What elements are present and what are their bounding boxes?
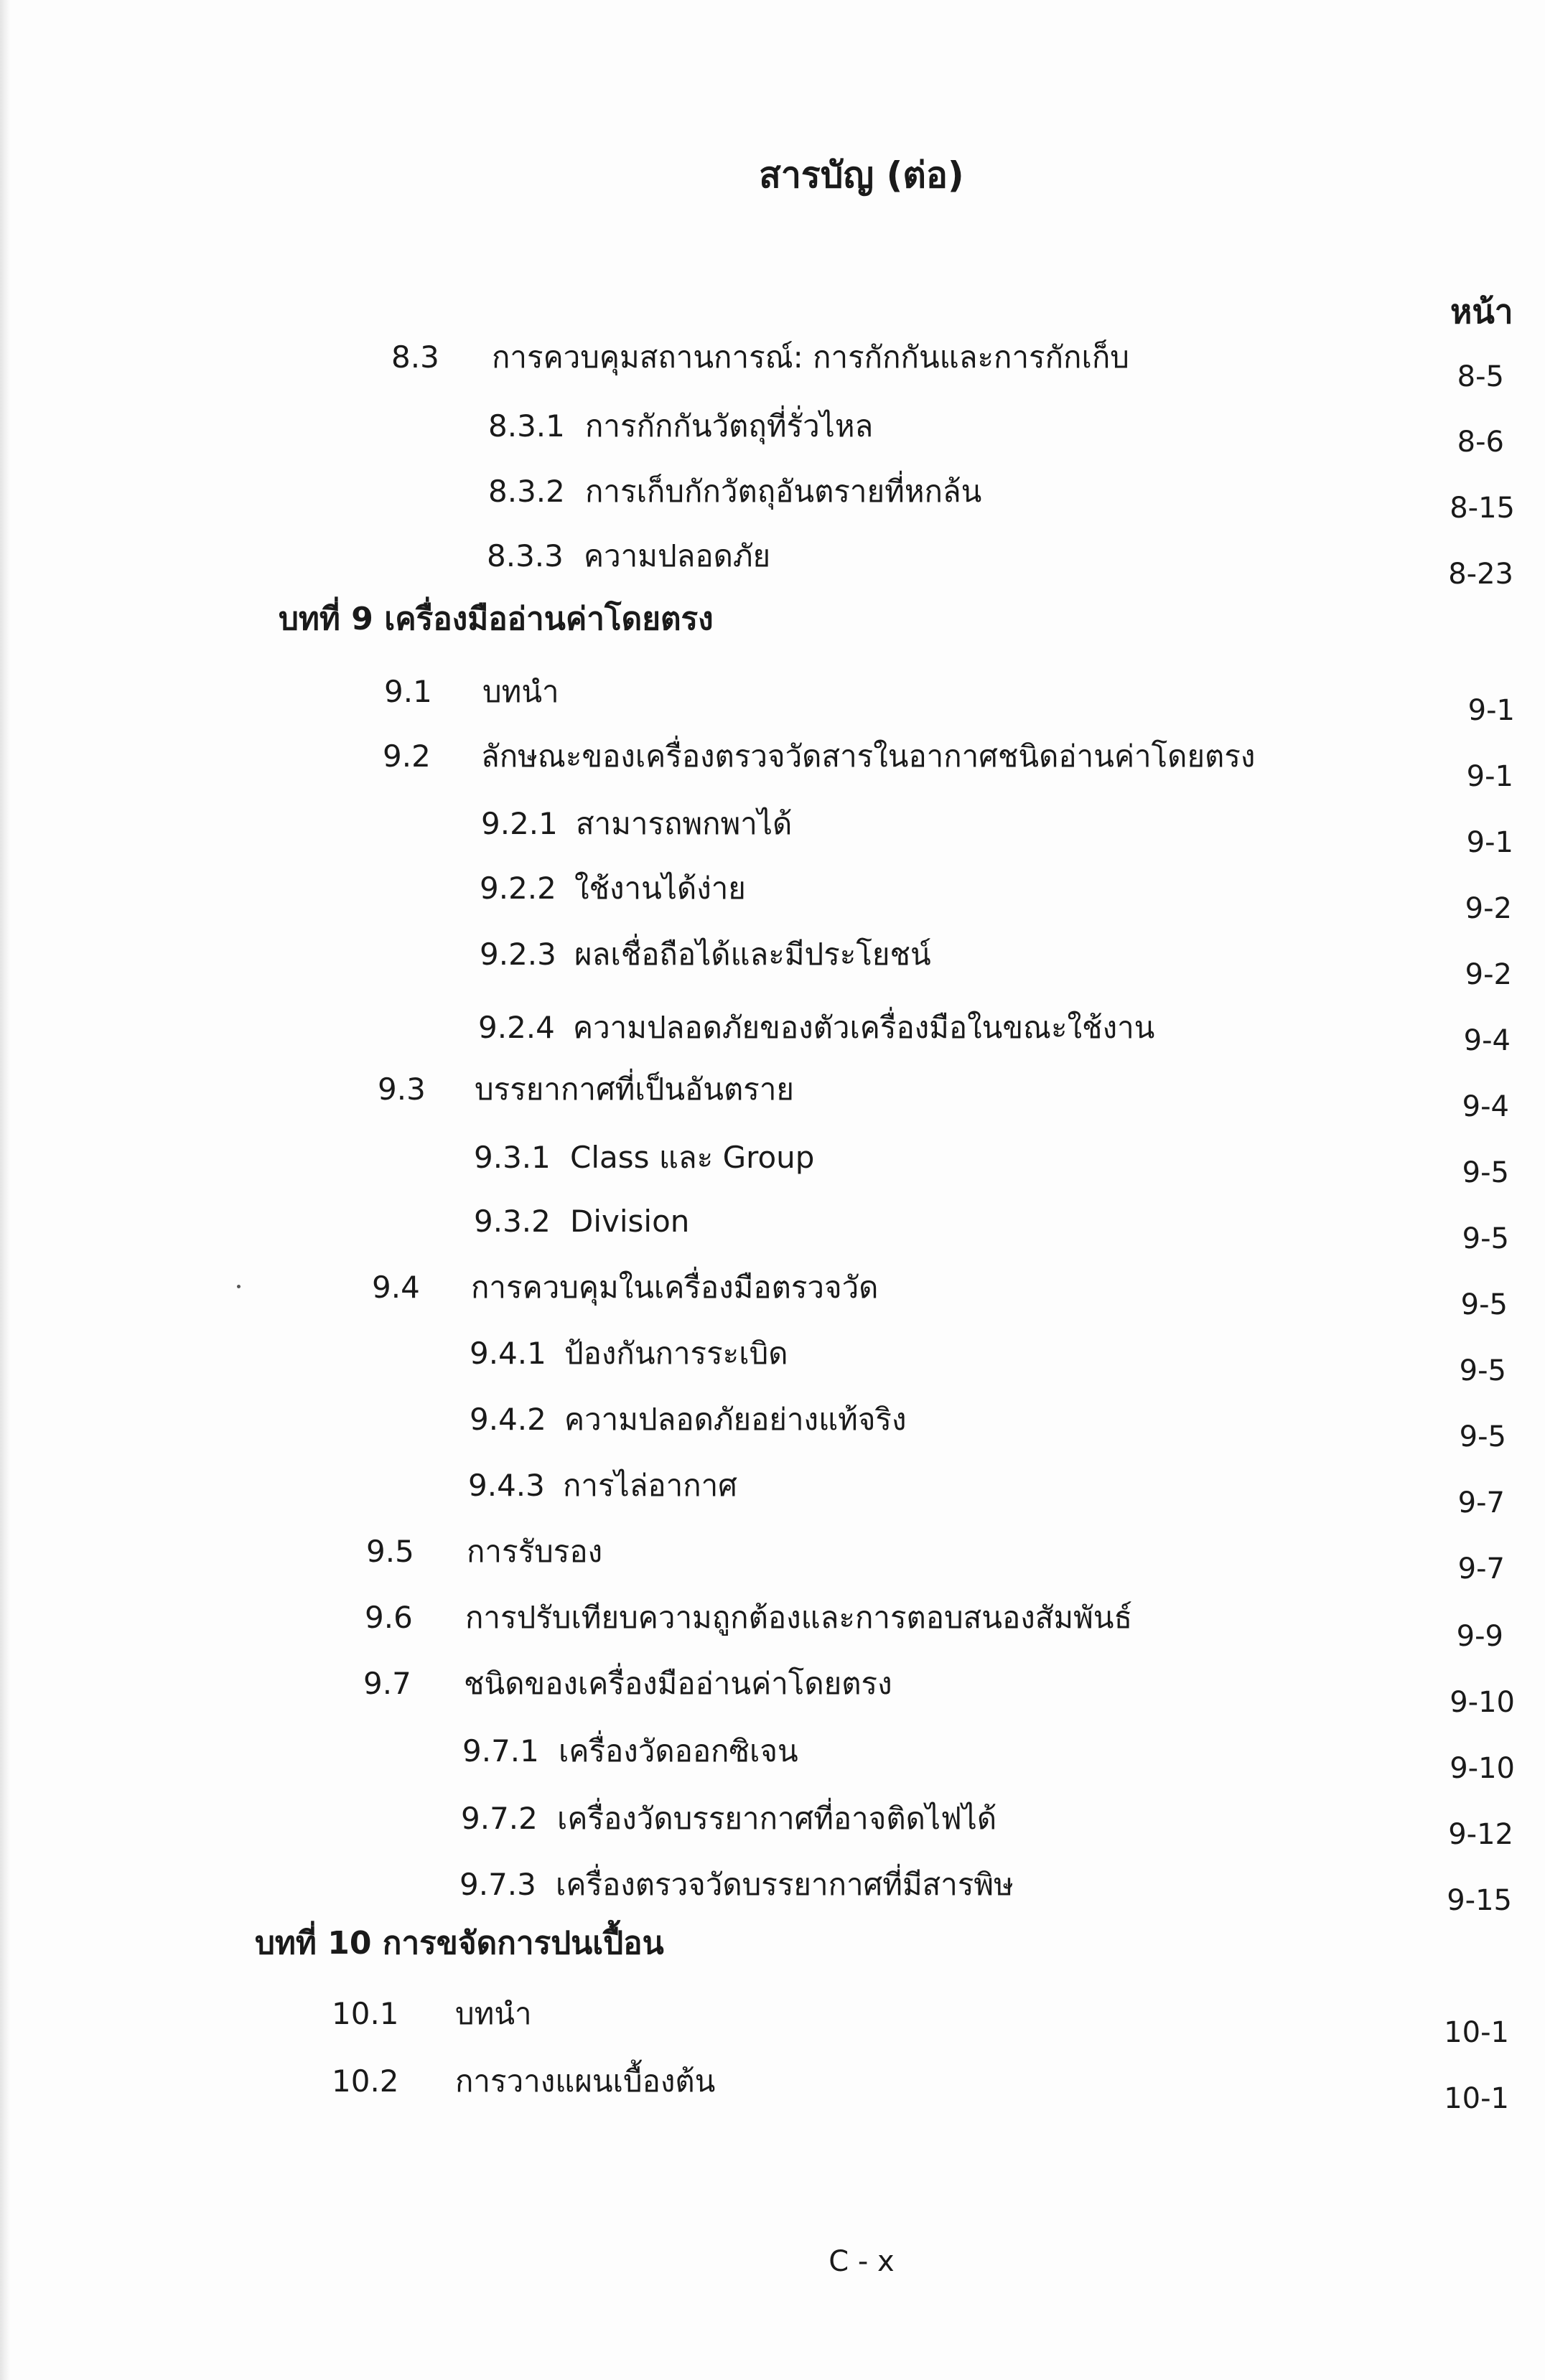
entry-page: 9-2 bbox=[1465, 892, 1512, 925]
entry-page: 9-12 bbox=[1448, 1818, 1513, 1851]
entry-page: 9-5 bbox=[1459, 1420, 1506, 1453]
entry-page: 9-5 bbox=[1459, 1354, 1506, 1387]
entry-text: การรับรอง bbox=[467, 1534, 603, 1569]
toc-title: สารบัญ (ต่อ) bbox=[759, 154, 964, 196]
entry-text: Division bbox=[570, 1204, 690, 1239]
page-footer: C - x bbox=[828, 2245, 895, 2278]
entry-text: การวางแผนเบื้องต้น bbox=[455, 2063, 716, 2099]
entry-number: 9.7 bbox=[363, 1666, 411, 1701]
entry-page: 10-1 bbox=[1444, 2082, 1509, 2115]
entry-text: การควบคุมในเครื่องมือตรวจวัด bbox=[471, 1270, 879, 1305]
entry-number: 9.2.3 bbox=[480, 937, 556, 972]
entry-page: 8-23 bbox=[1448, 558, 1513, 591]
entry-text: ป้องกันการระเบิด bbox=[564, 1336, 788, 1371]
entry-number: 10.1 bbox=[332, 1996, 399, 2031]
page-column-header: หน้า bbox=[1450, 292, 1513, 331]
entry-page: 9-9 bbox=[1456, 1620, 1503, 1653]
entry-text: บทนำ bbox=[482, 674, 559, 709]
entry-page: 9-5 bbox=[1462, 1156, 1509, 1189]
entry-page: 9-5 bbox=[1460, 1288, 1508, 1321]
entry-number: 9.2 bbox=[383, 739, 431, 774]
entry-page: 8-5 bbox=[1457, 360, 1504, 393]
entry-number: 9.2.4 bbox=[478, 1010, 555, 1045]
entry-text: Class และ Group bbox=[570, 1140, 815, 1175]
entry-number: 9.7.1 bbox=[462, 1733, 539, 1768]
entry-page: 8-15 bbox=[1450, 492, 1515, 525]
entry-page: 9-4 bbox=[1463, 1024, 1511, 1057]
entry-text: เครื่องวัดออกซิเจน bbox=[559, 1733, 798, 1768]
entry-number: 9.1 bbox=[384, 674, 432, 709]
entry-number: 9.3.2 bbox=[474, 1204, 551, 1239]
entry-text: สามารถพกพาได้ bbox=[576, 806, 793, 841]
entry-number: 9.7.2 bbox=[461, 1801, 538, 1836]
entry-text: การเก็บกักวัตถุอันตรายที่หกล้น bbox=[585, 474, 982, 509]
entry-number: 9.2.1 bbox=[481, 806, 558, 841]
entry-text: ความปลอดภัย bbox=[584, 538, 771, 573]
entry-number: 9.5 bbox=[366, 1534, 414, 1569]
entry-page: 9-15 bbox=[1447, 1884, 1512, 1917]
entry-page: 9-1 bbox=[1467, 694, 1515, 727]
entry-number: 9.4.3 bbox=[468, 1468, 545, 1503]
scan-edge-shadow bbox=[0, 0, 10, 2380]
entry-text: บทนำ bbox=[455, 1996, 532, 2031]
entry-page: 9-7 bbox=[1457, 1552, 1505, 1585]
entry-text: บรรยากาศที่เป็นอันตราย bbox=[475, 1072, 795, 1107]
entry-text: ใช้งานได้ง่าย bbox=[574, 871, 746, 906]
entry-text: การปรับเทียบความถูกต้องและการตอบสนองสัมพันธ์ bbox=[465, 1600, 1133, 1635]
chapter-heading: บทที่ 9 เครื่องมืออ่านค่าโดยตรง bbox=[279, 601, 714, 637]
entry-number: 8.3 bbox=[391, 339, 439, 375]
entry-page: 8-6 bbox=[1457, 426, 1504, 459]
entry-text: ความปลอดภัยอย่างแท้จริง bbox=[564, 1402, 907, 1437]
entry-text: ลักษณะของเครื่องตรวจวัดสารในอากาศชนิดอ่านค่าโดยตรง bbox=[481, 739, 1256, 774]
entry-page: 9-4 bbox=[1462, 1090, 1509, 1123]
entry-text: การไล่อากาศ bbox=[563, 1468, 737, 1503]
entry-text: ความปลอดภัยของตัวเครื่องมือในขณะใช้งาน bbox=[573, 1010, 1155, 1045]
entry-text: ผลเชื่อถือได้และมีประโยชน์ bbox=[574, 937, 931, 972]
scan-speck bbox=[237, 1285, 241, 1288]
entry-text: เครื่องวัดบรรยากาศที่อาจติดไฟได้ bbox=[557, 1801, 997, 1836]
entry-page: 9-2 bbox=[1465, 958, 1512, 991]
entry-number: 9.7.3 bbox=[459, 1867, 536, 1902]
entry-number: 10.2 bbox=[332, 2063, 399, 2099]
entry-number: 8.3.1 bbox=[488, 408, 565, 444]
chapter-heading: บทที่ 10 การขจัดการปนเปื้อน bbox=[255, 1925, 664, 1962]
entry-number: 9.3 bbox=[378, 1072, 426, 1107]
entry-text: เครื่องตรวจวัดบรรยากาศที่มีสารพิษ bbox=[556, 1867, 1014, 1902]
entry-number: 9.4 bbox=[372, 1270, 420, 1305]
entry-number: 9.4.1 bbox=[470, 1336, 546, 1371]
entry-number: 8.3.3 bbox=[487, 538, 564, 573]
entry-page: 9-1 bbox=[1466, 760, 1513, 793]
entry-number: 9.4.2 bbox=[470, 1402, 546, 1437]
entry-text: การกักกันวัตถุที่รั่วไหล bbox=[585, 408, 874, 444]
entry-text: การควบคุมสถานการณ์: การกักกันและการกักเก็บ bbox=[492, 339, 1129, 375]
entry-page: 9-1 bbox=[1466, 826, 1513, 859]
entry-page: 9-10 bbox=[1450, 1752, 1515, 1785]
entry-page: 9-10 bbox=[1450, 1686, 1515, 1719]
entry-number: 9.6 bbox=[365, 1600, 413, 1635]
entry-number: 9.3.1 bbox=[474, 1140, 551, 1175]
entry-page: 9-7 bbox=[1457, 1486, 1505, 1519]
entry-page: 9-5 bbox=[1462, 1222, 1509, 1255]
entry-number: 8.3.2 bbox=[488, 474, 565, 509]
entry-page: 10-1 bbox=[1444, 2016, 1509, 2049]
entry-number: 9.2.2 bbox=[480, 871, 556, 906]
entry-text: ชนิดของเครื่องมืออ่านค่าโดยตรง bbox=[464, 1666, 892, 1701]
